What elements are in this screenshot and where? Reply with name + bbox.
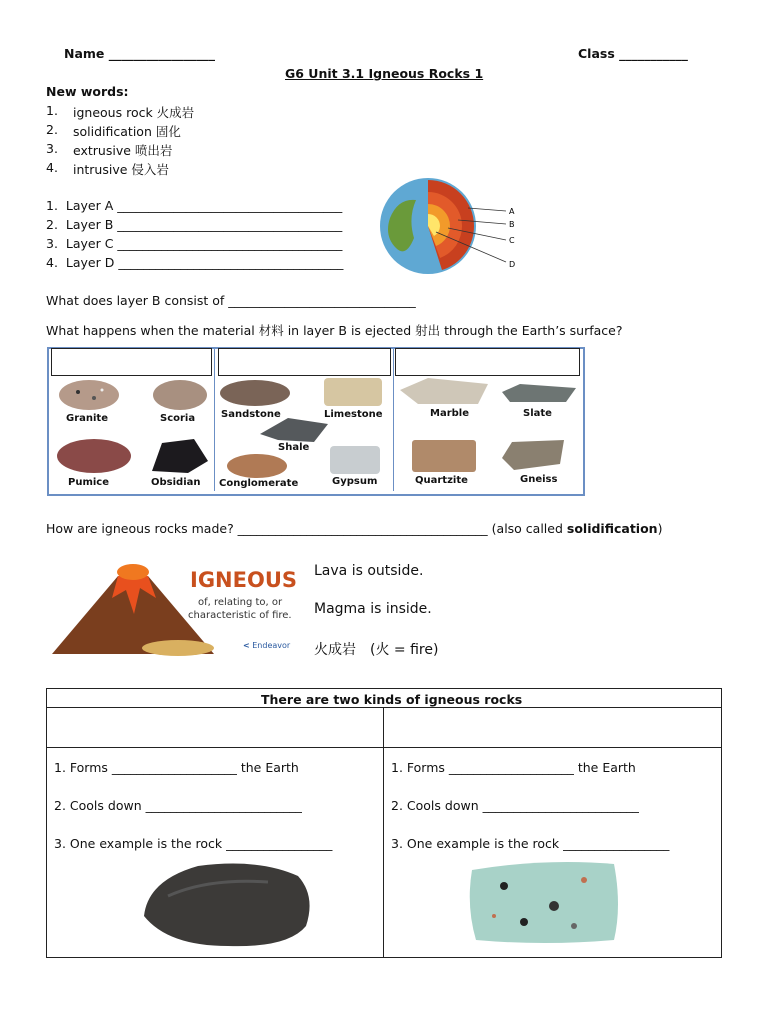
word-item: 4.	[46, 160, 58, 175]
endeavor-logo: < Endeavor	[243, 641, 291, 650]
new-words-heading: New words:	[46, 84, 129, 99]
right-cools-line[interactable]: 2. Cools down _________________________	[391, 798, 639, 813]
scoria-image	[152, 378, 208, 412]
rock-label: Obsidian	[151, 477, 201, 488]
rock-label: Limestone	[324, 409, 383, 420]
limestone-image	[322, 376, 384, 408]
rock-label: Shale	[278, 442, 310, 453]
rock-label: Pumice	[68, 477, 110, 488]
rock-category-box-1[interactable]	[51, 348, 212, 376]
layer-b-line[interactable]: 2. Layer B ____________________________________	[46, 217, 343, 232]
igneous-definition: of, relating to, or	[198, 597, 283, 608]
word-item-text: igneous rock 火成岩	[73, 105, 195, 120]
layer-a-line[interactable]: 1. Layer A ____________________________________	[46, 198, 343, 213]
granite-rock-image	[464, 856, 624, 948]
rock-label: Marble	[430, 408, 469, 419]
rock-label: Gypsum	[332, 476, 378, 487]
left-forms-line[interactable]: 1. Forms ____________________ the Earth	[54, 760, 299, 775]
sandstone-image	[219, 378, 291, 408]
conglomerate-image	[226, 452, 288, 480]
rock-label: Quartzite	[415, 475, 468, 486]
question-ejected: What happens when the material 材料 in layer B is ejected 射出 through the Earth’s surface?	[46, 323, 623, 338]
basalt-rock-image	[138, 856, 316, 950]
divider	[214, 349, 215, 491]
class-field[interactable]: Class ___________	[578, 46, 688, 61]
table-header: There are two kinds of igneous rocks	[261, 692, 523, 707]
rock-label: Sandstone	[221, 409, 281, 420]
rock-label: Gneiss	[520, 474, 558, 485]
shale-image	[258, 416, 330, 444]
rock-label: Slate	[523, 408, 552, 419]
gypsum-image	[328, 444, 382, 476]
word-item-text: intrusive 侵入岩	[73, 162, 169, 177]
name-field[interactable]: Name _________________	[64, 46, 216, 61]
rock-category-box-2[interactable]	[218, 348, 391, 376]
layer-c-line[interactable]: 3. Layer C ____________________________________	[46, 236, 343, 251]
right-kind-input[interactable]	[385, 709, 719, 746]
slate-image	[500, 382, 578, 404]
granite-image	[58, 378, 120, 412]
question-how-made: How are igneous rocks made? ________________________________________ (also called solidification)	[46, 521, 663, 536]
igneous-definition: characteristic of fire.	[188, 610, 292, 621]
word-item: 3.	[46, 141, 58, 156]
divider	[46, 707, 722, 708]
word-item: 2.	[46, 122, 58, 137]
label-c: C	[509, 236, 515, 245]
divider	[393, 349, 394, 491]
rock-label: Granite	[66, 413, 108, 424]
question-layer-b: What does layer B consist of ______________________________	[46, 293, 416, 308]
word-item-text: solidification 固化	[73, 124, 181, 139]
word-item: 1.	[46, 103, 58, 118]
earth-layers-diagram	[378, 178, 523, 278]
right-forms-line[interactable]: 1. Forms ____________________ the Earth	[391, 760, 636, 775]
divider	[46, 747, 722, 748]
page-title: G6 Unit 3.1 Igneous Rocks 1	[285, 66, 484, 81]
rock-label: Scoria	[160, 413, 196, 424]
fire-fact: 火成岩 (火 = fire)	[314, 642, 439, 658]
word-item-text: extrusive 喷出岩	[73, 143, 173, 158]
label-d: D	[509, 260, 516, 269]
gneiss-image	[500, 438, 568, 472]
pumice-image	[56, 437, 132, 475]
obsidian-image	[148, 437, 210, 475]
left-kind-input[interactable]	[48, 709, 381, 746]
quartzite-image	[410, 438, 478, 474]
right-example-line[interactable]: 3. One example is the rock _________________	[391, 836, 670, 851]
left-example-line[interactable]: 3. One example is the rock _________________	[54, 836, 333, 851]
label-a: A	[509, 207, 515, 216]
layer-d-line[interactable]: 4. Layer D ____________________________________	[46, 255, 344, 270]
igneous-word: IGNEOUS	[190, 568, 297, 592]
rock-category-box-3[interactable]	[395, 348, 580, 376]
magma-fact: Magma is inside.	[314, 601, 432, 617]
left-cools-line[interactable]: 2. Cools down _________________________	[54, 798, 302, 813]
label-b: B	[509, 220, 515, 229]
pointer-a	[468, 208, 506, 211]
divider	[383, 707, 384, 957]
marble-image	[398, 376, 492, 408]
lava-fact: Lava is outside.	[314, 563, 424, 579]
rock-label: Conglomerate	[219, 478, 299, 489]
